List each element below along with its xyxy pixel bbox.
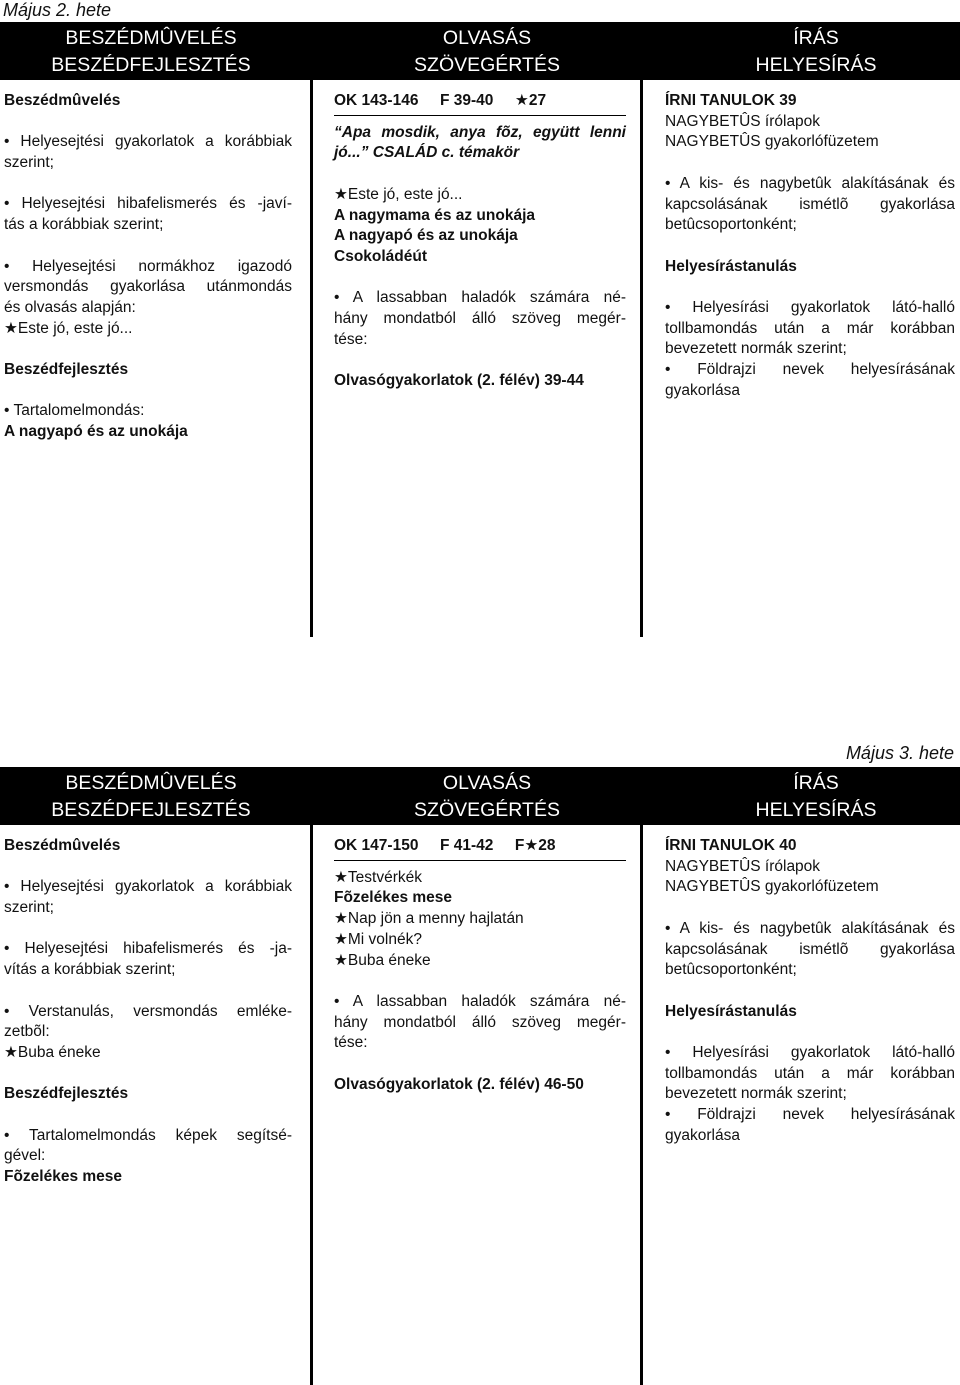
text-title: ★Este jó, este jó... [334,185,463,203]
bullet-line: • Helyesírási gyakorlatok látó-halló [665,1043,955,1061]
section-heading: Beszédmûvelés [4,837,121,854]
bullet-line: bevezetett normák szerint; [665,1085,847,1103]
header-reading: OLVASÁS SZÖVEGÉRTÉS [414,26,560,76]
bullet-line: kapcsolásának ismétlõ gyakorlása [665,195,955,213]
bullet-line: • Földrajzi nevek helyesírásának [665,361,955,379]
story-title: Fõzelékes mese [4,1168,123,1186]
bullet-line: • A kis- és nagybetûk alakításának és [665,919,955,937]
bullet-line: • Helyesejtési normákhoz igazodó [4,257,292,275]
workbook-subtitle: NAGYBETÛS gyakorlófüzetem [665,133,879,151]
topic-line: jó...” CSALÁD c. témakör [334,144,520,162]
bullet-line: • Helyesejtési hibafelismerés és -ja- [4,940,292,958]
text-title: Csokoládéút [334,247,428,265]
workbook-subtitle: NAGYBETÛS írólapok [665,857,821,875]
text-title: A nagyapó és az unokája [334,227,518,245]
bullet-line: hány mondatból álló szöveg megér- [334,1013,626,1031]
bullet-line: szerint; [4,154,54,172]
column-divider-left-bottom [310,825,313,1385]
column-divider-right-top [640,80,643,637]
reading-column-bottom [334,836,626,1095]
bullet-line: • Tartalomelmondás képek segítsé- [4,1126,292,1144]
workbook-subtitle: NAGYBETÛS gyakorlófüzetem [665,878,879,896]
text-title: Fõzelékes mese [334,889,453,907]
poem-title: ★Buba éneke [4,1043,101,1061]
bullet-line: • A kis- és nagybetûk alakításának és [665,174,955,192]
story-title: A nagyapó és az unokája [4,423,188,441]
header-bar-bottom [0,767,960,825]
section-heading: Beszédmûvelés [4,92,121,109]
section-heading: Helyesírástanulás [665,1002,797,1020]
text-title: ★Testvérkék [334,868,422,886]
column-divider-right-bottom [640,825,643,1385]
poem-title: ★Este jó, este jó... [4,319,133,337]
bullet-line: gyakorlása [665,1126,740,1144]
book-reference: OK 147-150 F 41-42 F★28 [334,837,556,854]
writing-column-bottom [665,836,955,1147]
workbook-subtitle: NAGYBETÛS írólapok [665,112,821,130]
bullet-line: • Tartalomelmondás: [4,402,145,420]
practice-book: Olvasógyakorlatok (2. félév) 39-44 [334,372,584,390]
column-divider-left-top [310,80,313,637]
header-reading: OLVASÁS SZÖVEGÉRTÉS [414,771,560,821]
bullet-line: tése: [334,1034,368,1052]
writing-column-top [665,91,955,402]
bullet-line: tollbamondás után a már korábban [665,319,955,337]
bullet-line: bevezetett normák szerint; [665,340,847,358]
text-title: ★Mi volnék? [334,930,422,948]
section-heading: Beszédfejlesztés [4,361,129,379]
bullet-line: zetbõl: [4,1023,50,1041]
bullet-line: versmondás gyakorlása utánmondás [4,278,292,296]
header-bar-top [0,22,960,80]
speech-column-bottom [4,836,292,1188]
bullet-line: tás a korábbiak szerint; [4,216,164,234]
workbook-title: ÍRNI TANULOK 40 [665,837,797,854]
bullet-line: szerint; [4,899,54,917]
bullet-line: • Helyesejtési hibafelismerés és -javí- [4,195,292,213]
week-title-top: Május 2. hete [3,0,112,20]
header-writing: ÍRÁS HELYESÍRÁS [755,771,877,821]
bullet-line: betûcsoportonként; [665,216,797,234]
bullet-line: • Helyesejtési gyakorlatok a korábbiak [4,878,292,896]
workbook-title: ÍRNI TANULOK 39 [665,92,797,109]
bullet-line: • Helyesejtési gyakorlatok a korábbiak [4,133,292,151]
bullet-line: kapcsolásának ismétlõ gyakorlása [665,940,955,958]
header-writing: ÍRÁS HELYESÍRÁS [755,26,877,76]
section-heading: Helyesírástanulás [665,257,797,275]
bullet-line: tollbamondás után a már korábban [665,1064,955,1082]
bullet-line: • Verstanulás, versmondás emléke- [4,1002,292,1020]
bullet-line: betûcsoportonként; [665,961,797,979]
bullet-line: tése: [334,330,368,348]
practice-book: Olvasógyakorlatok (2. félév) 46-50 [334,1075,584,1093]
bullet-line: • Helyesírási gyakorlatok látó-halló [665,298,955,316]
book-reference: OK 143-146 F 39-40 ★27 [334,92,547,109]
section-heading: Beszédfejlesztés [4,1085,129,1103]
reading-column-top [334,91,626,392]
bullet-line: • A lassabban haladók számára né- [334,289,626,307]
bullet-line: • Földrajzi nevek helyesírásának [665,1106,955,1124]
header-speech: BESZÉDMÛVELÉS BESZÉDFEJLESZTÉS [51,771,251,821]
bullet-line: vítás a korábbiak szerint; [4,961,176,979]
reference-underline [334,860,626,861]
week-title-bottom: Május 3. hete [845,743,954,763]
text-title: A nagymama és az unokája [334,206,536,224]
bullet-line: gével: [4,1147,46,1165]
header-speech: BESZÉDMÛVELÉS BESZÉDFEJLESZTÉS [51,26,251,76]
topic-line: “Apa mosdik, anya fõz, együtt lenni [334,123,626,141]
speech-column-top [4,91,292,443]
bullet-line: hány mondatból álló szöveg megér- [334,310,626,327]
bullet-line: • A lassabban haladók számára né- [334,992,626,1010]
bullet-line: és olvasás alapján: [4,298,136,316]
text-title: ★Buba éneke [334,951,431,969]
bullet-line: gyakorlása [665,381,740,399]
reference-underline [334,115,626,116]
text-title: ★Nap jön a menny hajlatán [334,910,524,928]
